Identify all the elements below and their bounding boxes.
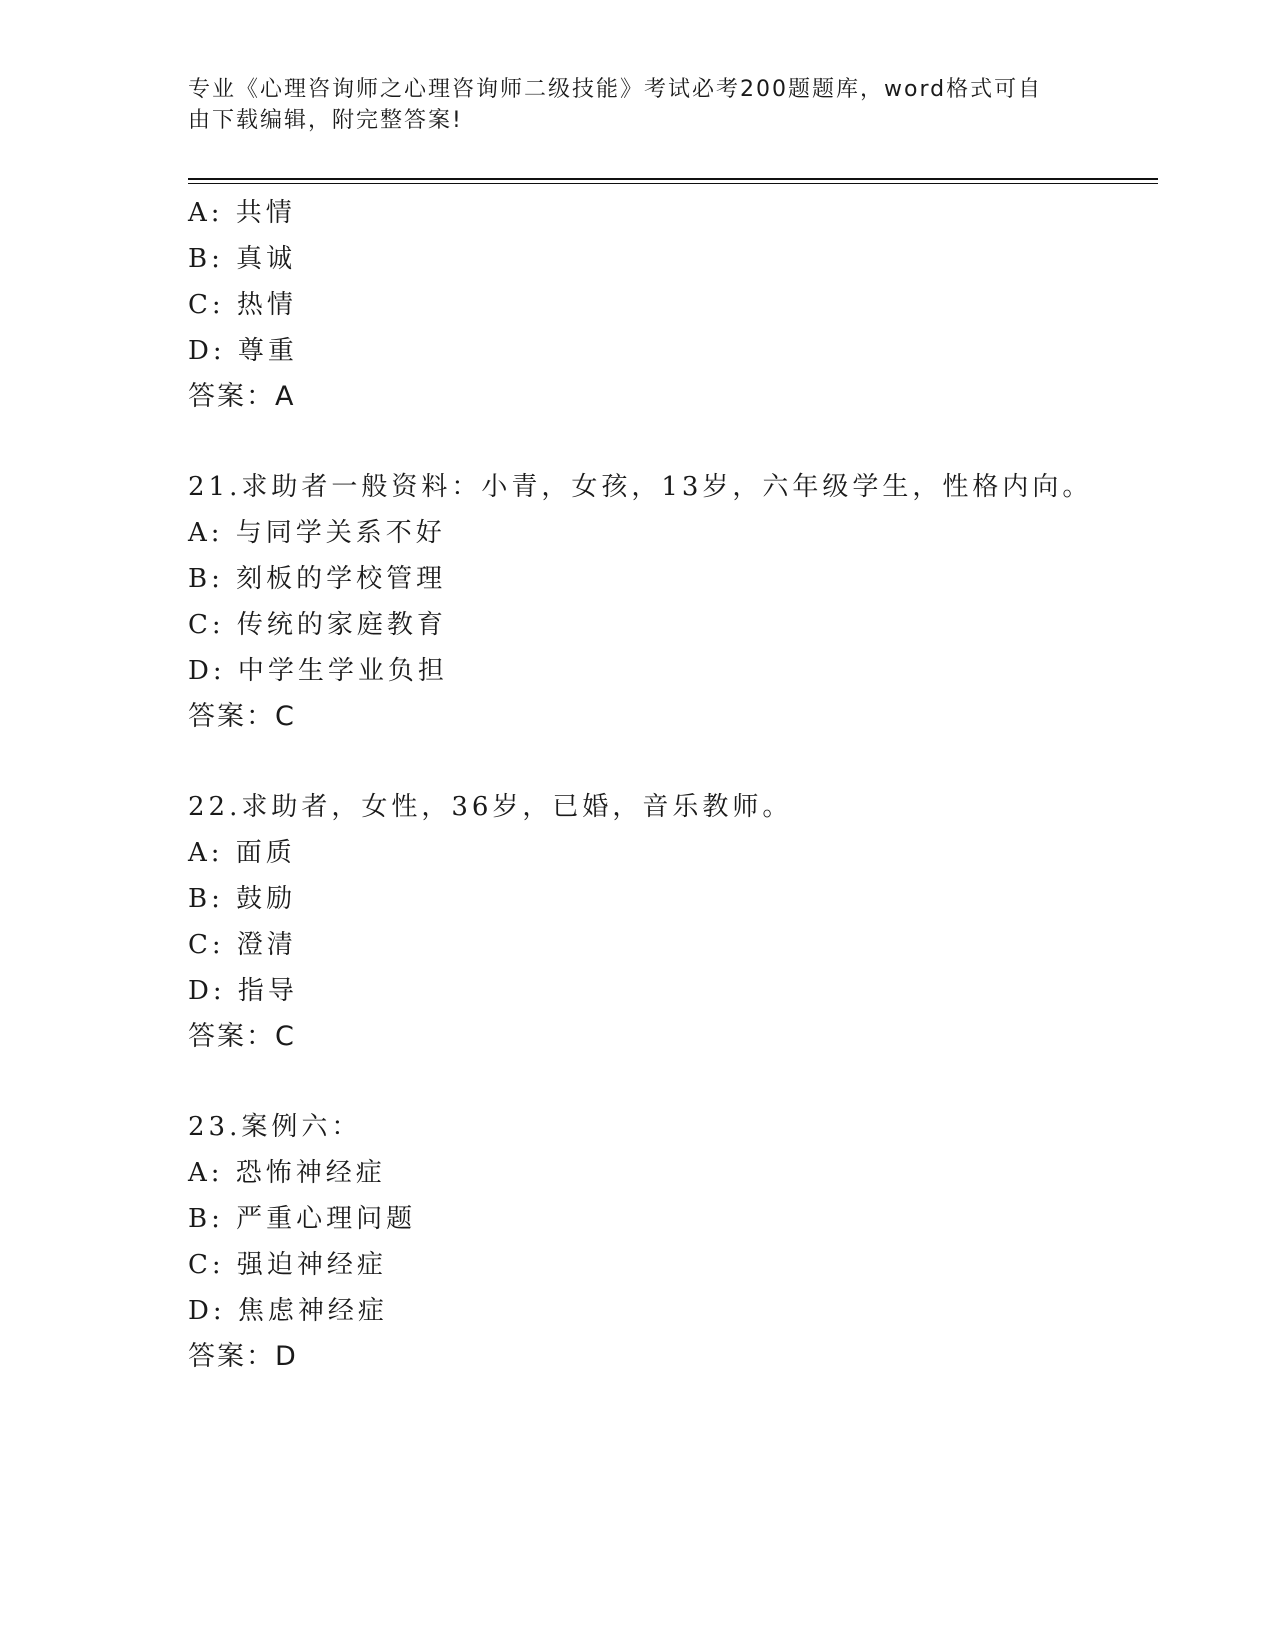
option-a: A: 共情 (188, 198, 296, 228)
question-text: 21.求助者一般资料：小青，女孩，13岁，六年级学生，性格内向。 (188, 472, 1093, 502)
answer-line: 答案：C (188, 1021, 296, 1052)
question-block (188, 784, 1148, 1060)
option-d: D: 中学生学业负担 (188, 656, 448, 686)
option-b: B: 刻板的学校管理 (188, 564, 447, 594)
option-c: C: 澄清 (188, 930, 297, 960)
option-c: C: 热情 (188, 290, 297, 320)
header-divider-top (188, 178, 1158, 180)
question-block (188, 464, 1148, 740)
answer-line: 答案：D (188, 1341, 298, 1372)
option-d: D: 指导 (188, 976, 298, 1006)
answer-line: 答案：C (188, 701, 296, 732)
option-b: B: 鼓励 (188, 884, 297, 914)
option-c: C: 强迫神经症 (188, 1250, 387, 1280)
option-d: D: 焦虑神经症 (188, 1296, 388, 1326)
option-a: A: 与同学关系不好 (188, 518, 446, 548)
option-b: B: 真诚 (188, 244, 297, 274)
header-line-2: 由下载编辑，附完整答案! (188, 108, 463, 133)
option-a: A: 恐怖神经症 (188, 1158, 386, 1188)
option-b: B: 严重心理问题 (188, 1204, 417, 1234)
document-header (188, 74, 1088, 136)
header-line-1: 专业《心理咨询师之心理咨询师二级技能》考试必考200题题库，word格式可自 (188, 77, 1043, 102)
spacer (188, 740, 1148, 784)
header-divider-bottom (188, 183, 1158, 184)
question-list (188, 190, 1148, 1380)
option-a: A: 面质 (188, 838, 296, 868)
question-block (188, 1104, 1148, 1380)
question-text: 22.求助者，女性，36岁，已婚，音乐教师。 (188, 792, 793, 822)
option-c: C: 传统的家庭教育 (188, 610, 447, 640)
question-text: 23.案例六： (188, 1112, 362, 1142)
answer-line: 答案：A (188, 381, 296, 412)
spacer (188, 1060, 1148, 1104)
spacer (188, 420, 1148, 464)
option-d: D: 尊重 (188, 336, 298, 366)
question-block (188, 190, 1148, 420)
